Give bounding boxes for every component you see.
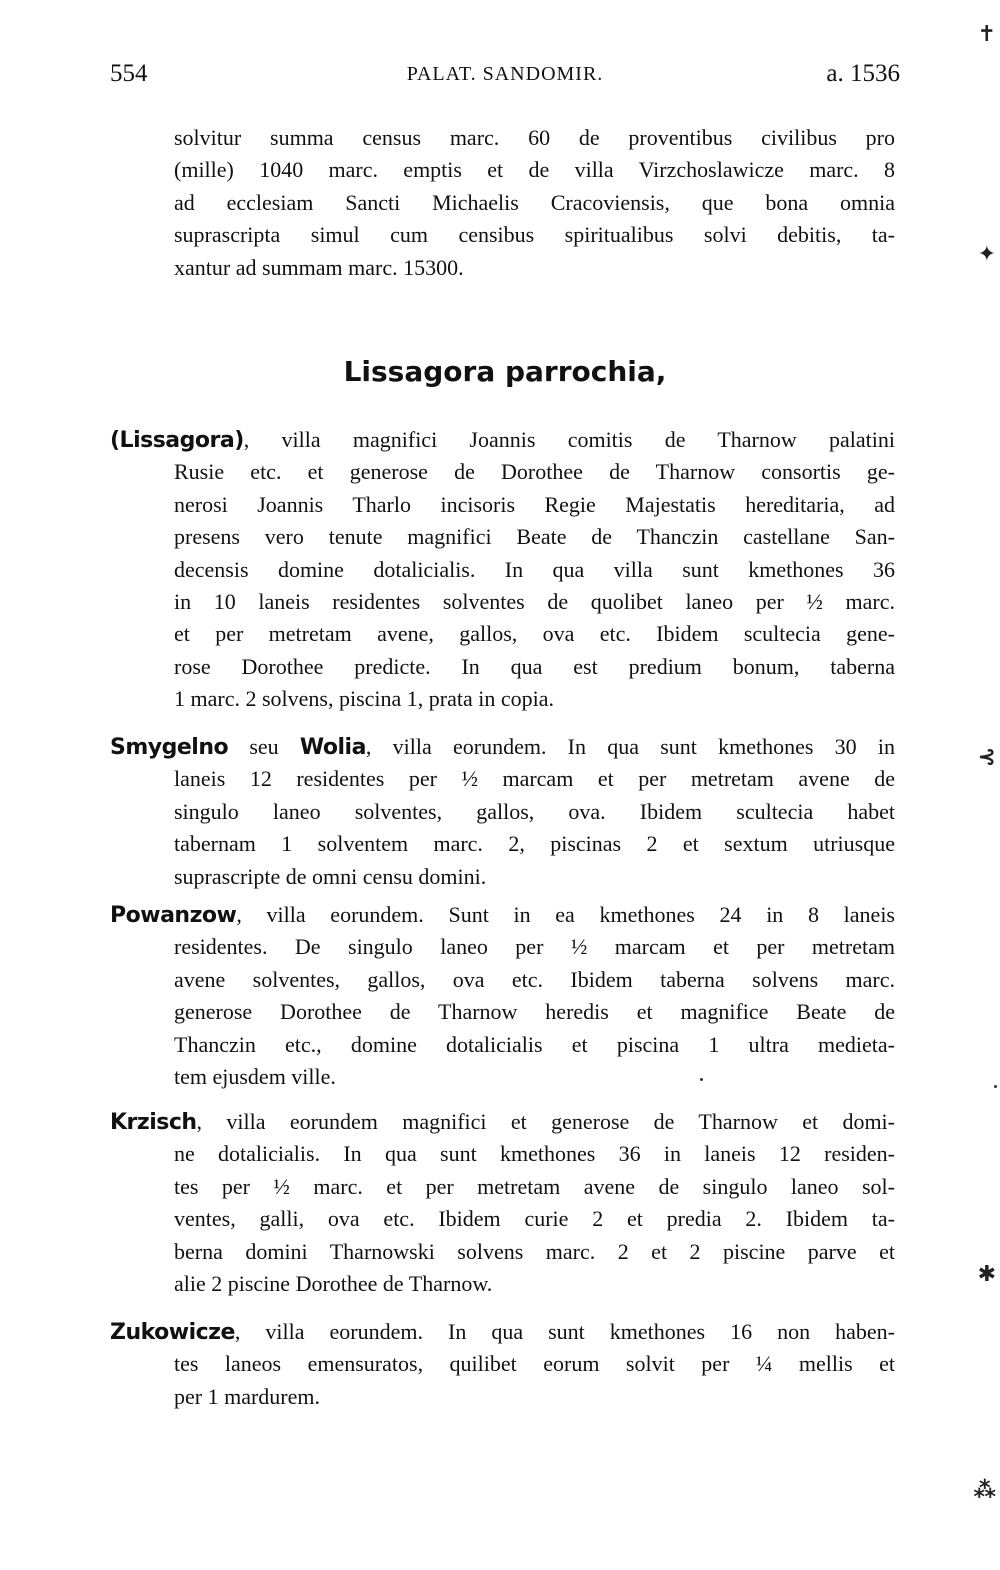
place-name: Powanzow xyxy=(110,903,237,928)
text-line: presens vero tenute magnifici Beate de Thanczin castellane San- xyxy=(174,524,895,550)
entry-text: , villa magnifici Joannis comitis de Tharnow palatini xyxy=(243,427,895,452)
text-line: alie 2 piscine Dorothee de Tharnow. xyxy=(174,1270,493,1296)
text-line: tem ejusdem ville. xyxy=(174,1063,336,1089)
running-header xyxy=(110,60,900,100)
entry-text: , villa eorundem. In qua sunt kmethones 16 non haben- xyxy=(234,1319,895,1344)
text-line: tes laneos emensuratos, quilibet eorum solvit per ¼ mellis et xyxy=(174,1351,895,1377)
place-name: (Lissagora) xyxy=(110,428,244,453)
entry-first-line xyxy=(110,1106,895,1138)
place-name-alt: Wolia xyxy=(299,735,366,760)
entry-krzisch xyxy=(110,1106,895,1300)
text-line: suprascripte de omni censu domini. xyxy=(174,863,487,889)
text-line: (mille) 1040 marc. emptis et de villa Virzchoslawicze marc. 8 xyxy=(174,157,895,183)
text-line: et per metretam avene, gallos, ova etc. Ibidem scultecia gene- xyxy=(174,621,895,647)
place-name: Smygelno xyxy=(110,735,229,760)
entry-zukowicze xyxy=(110,1316,895,1413)
text-line: suprascripta simul cum censibus spiritualibus solvi debitis, ta- xyxy=(174,222,895,248)
page-number: 554 xyxy=(110,60,148,87)
entry-text: seu xyxy=(228,734,300,759)
text-line: generose Dorothee de Tharnow heredis et magnifice Beate de xyxy=(174,999,895,1025)
text-line: singulo laneo solventes, gallos, ova. Ibidem scultecia habet xyxy=(174,798,895,824)
entry-first-line xyxy=(110,731,895,763)
entry-text: , villa eorundem. In qua sunt kmethones 30 in xyxy=(365,734,895,759)
text-line: rose Dorothee predicte. In qua est predium bonum, taberna xyxy=(174,653,895,679)
text-line: ventes, galli, ova etc. Ibidem curie 2 et predia 2. Ibidem ta- xyxy=(174,1206,895,1232)
text-line: ne dotalicialis. In qua sunt kmethones 36 in laneis 12 residen- xyxy=(174,1141,895,1167)
entry-first-line xyxy=(110,1316,895,1348)
running-year: a. 1536 xyxy=(826,60,900,87)
text-line: xantur ad summam marc. 15300. xyxy=(174,254,464,280)
scan-artifact-mark: ✝ xyxy=(977,22,996,47)
text-line: residentes. De singulo laneo per ½ marcam et per metretam xyxy=(174,934,895,960)
text-line: in 10 laneis residentes solventes de quolibet laneo per ½ marc. xyxy=(174,588,895,614)
text-line: tes per ½ marc. et per metretam avene de singulo laneo sol- xyxy=(174,1173,895,1199)
text-line: tabernam 1 solventem marc. 2, piscinas 2 et sextum utriusque xyxy=(174,831,895,857)
entry-lissagora xyxy=(110,424,895,716)
entry-text: , villa eorundem magnifici et generose de Tharnow et domi- xyxy=(196,1109,895,1134)
text-line: solvitur summa census marc. 60 de proventibus civilibus pro xyxy=(174,125,895,150)
text-line: laneis 12 residentes per ½ marcam et per metretam avene de xyxy=(174,766,895,792)
scan-artifact-mark: ✦ xyxy=(977,242,996,267)
text-line: decensis domine dotalicialis. In qua villa sunt kmethones 36 xyxy=(174,556,895,582)
text-line: nerosi Joannis Tharlo incisoris Regie Majestatis hereditaria, ad xyxy=(174,491,895,517)
section-heading: Lissagora parrochia, xyxy=(343,355,667,388)
scan-artifact-mark: ⁂ xyxy=(973,1478,996,1503)
text-line: berna domini Tharnowski solvens marc. 2 et 2 piscine parve et xyxy=(174,1238,895,1264)
scan-artifact-mark: ✱ xyxy=(977,1262,996,1287)
running-title: PALAT. SANDOMIR. xyxy=(406,63,604,85)
scan-artifact-mark: ⊰ xyxy=(977,745,996,770)
place-name: Krzisch xyxy=(110,1110,197,1135)
entry-powanzow xyxy=(110,899,895,1093)
entry-text: , villa eorundem. Sunt in ea kmethones 24 in 8 laneis xyxy=(236,902,895,927)
text-line: Thanczin etc., domine dotalicialis et piscina 1 ultra medieta- xyxy=(174,1031,895,1057)
entry-first-line xyxy=(110,424,895,456)
place-name: Zukowicze xyxy=(110,1320,235,1345)
text-line: Rusie etc. et generose de Dorothee de Tharnow consortis ge- xyxy=(174,459,895,485)
entry-first-line xyxy=(110,899,895,931)
text-line: per 1 mardurem. xyxy=(174,1383,320,1409)
scan-artifact-dot xyxy=(994,1085,997,1088)
entry-smygelno xyxy=(110,731,895,893)
scan-artifact-dot xyxy=(700,1078,703,1081)
text-line: ad ecclesiam Sancti Michaelis Cracoviensis, que bona omnia xyxy=(174,189,895,215)
text-line: 1 marc. 2 solvens, piscina 1, prata in copia. xyxy=(174,686,555,712)
intro-paragraph xyxy=(110,122,895,284)
text-line: avene solventes, gallos, ova etc. Ibidem taberna solvens marc. xyxy=(174,966,895,992)
